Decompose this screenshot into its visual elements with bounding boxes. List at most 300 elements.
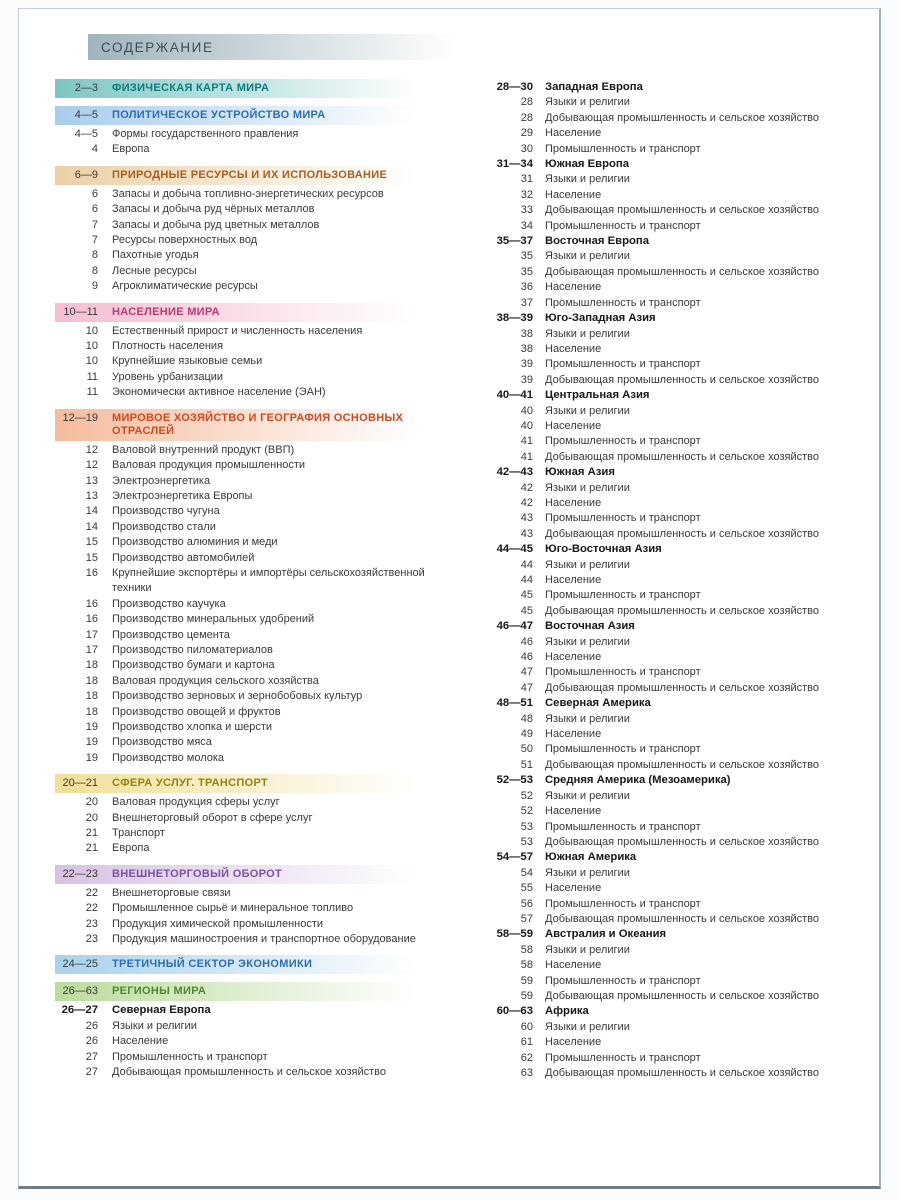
toc-entry [55,218,467,233]
toc-entry [55,720,467,735]
entry-title: Промышленность и транспорт [545,358,701,371]
toc-entry [55,886,467,901]
entry-page: 21 [85,827,98,840]
toc-entry [55,1034,467,1049]
entry-title: Добывающая промышленность и сельское хозяйство [545,265,820,278]
section-title: ТРЕТИЧНЫЙ СЕКТОР ЭКОНОМИКИ [112,958,313,971]
toc-entry [55,385,467,400]
toc-entry [487,974,877,989]
toc-entry [55,1065,467,1080]
entry-page: 12 [85,443,98,456]
section-band [55,303,467,322]
toc-entry [487,1066,877,1081]
toc-entry [487,219,877,234]
entry-title: Промышленность и транспорт [545,219,701,232]
entry-page: 58 [520,943,533,956]
entry-page: 46—47 [496,620,533,633]
entry-title: Производство зерновых и зернобобовых культур [112,690,363,703]
toc-columns [55,79,879,1081]
entry-title: Население [545,959,602,972]
entry-page: 4—5 [74,128,98,140]
entry-page: 23 [85,933,98,946]
entry-title: Валовой внутренний продукт (ВВП) [112,443,295,456]
entry-page: 26 [85,1035,98,1048]
entry-title: Население [545,651,602,664]
page-title: СОДЕРЖАНИЕ [101,39,214,55]
entry-title: Промышленность и транспорт [545,142,701,155]
toc-entry [487,1020,877,1035]
section-band [55,166,467,185]
section-band [55,774,467,793]
entry-page: 19 [85,721,98,733]
entry-title: Население [545,805,602,818]
entry-title: Северная Европа [112,1004,211,1017]
entry-page: 10 [85,355,98,368]
toc-entry [487,881,877,896]
section-band [55,982,467,1001]
toc-region-entry [487,465,877,480]
toc-region-entry [487,927,877,942]
toc-entry [487,404,877,419]
entry-title: Продукция химической промышленности [112,917,324,930]
entry-page: 43 [520,527,533,540]
toc-entry [487,450,877,465]
toc-entry [487,635,877,650]
entry-page: 40 [520,419,533,432]
section-band [55,409,467,441]
entry-title: Крупнейшие экспортёры и импортёры сельскохозяйственной техники [112,566,425,595]
toc-entry [487,897,877,912]
toc-entry [487,1035,877,1050]
entry-title: Добывающая промышленность и сельское хозяйство [545,1067,820,1079]
entry-title: Население [112,1035,169,1048]
entry-title: Промышленность и транспорт [545,897,701,910]
entry-page: 60—63 [496,1005,533,1018]
entry-page: 52 [520,805,533,818]
toc-entry [487,835,877,850]
entry-page: 38 [520,342,533,355]
entry-title: Европа [112,842,150,855]
toc-entry [487,742,877,757]
entry-page: 18 [85,674,98,687]
toc-entry [55,597,467,612]
toc-entry [55,324,467,339]
entry-page: 61 [520,1036,533,1049]
entry-page: 54 [520,866,533,879]
toc-entry [487,249,877,264]
entry-page: 13 [85,474,98,487]
entry-title: Промышленность и транспорт [545,589,701,602]
entry-page: 40 [520,404,533,417]
entry-title: Языки и религии [545,789,630,802]
entry-page: 14 [85,505,98,518]
entry-title: Внешнеторговый оборот в сфере услуг [112,811,313,824]
entry-page: 12 [85,459,98,472]
toc-section [55,955,467,974]
toc-entry [55,751,467,766]
toc-entry [55,504,467,519]
entry-page: 26—27 [61,1004,98,1017]
entry-page: 41 [520,450,533,463]
entry-title: Языки и религии [545,250,630,263]
toc-entry [487,789,877,804]
entry-page: 59 [520,974,533,987]
entry-page: 17 [85,643,98,656]
toc-section [55,865,467,948]
entry-page: 21 [85,842,98,855]
toc-entry [487,866,877,881]
toc-entry [487,804,877,819]
toc-entry [487,912,877,927]
toc-entry [487,727,877,742]
entry-title: Южная Европа [545,158,630,171]
entry-page: 16 [85,597,98,610]
entry-title: Электроэнергетика Европы [112,489,253,502]
entry-title: Добывающая промышленность и сельское хозяйство [112,1066,387,1079]
entry-page: 58 [520,959,533,972]
toc-right-column [487,79,877,1081]
entry-page: 35—37 [496,235,533,248]
entry-title: Население [545,496,602,509]
entry-page: 18 [85,690,98,703]
entry-title: Производство мяса [112,736,212,749]
entry-page: 52 [520,789,533,802]
toc-entry [55,142,467,157]
entry-page: 32 [520,188,533,201]
entry-title: Запасы и добыча руд цветных металлов [112,218,320,231]
toc-entry [55,917,467,932]
toc-entry [487,527,877,542]
entry-page: 6 [91,187,98,200]
entry-title: Производство алюминия и меди [112,536,278,549]
entry-page: 58—59 [496,928,533,941]
entry-page: 35 [520,265,533,278]
toc-entry [55,795,467,810]
toc-entry [55,187,467,202]
entry-title: Восточная Азия [545,620,635,633]
entry-page: 27 [85,1066,98,1079]
entry-page: 49 [520,728,533,741]
entry-page: 10 [85,324,98,337]
toc-region-entry [487,850,877,865]
entry-page: 40—41 [496,389,533,402]
section-title: ПОЛИТИЧЕСКОЕ УСТРОЙСТВО МИРА [112,109,326,121]
entry-page: 46 [520,635,533,648]
toc-entry [55,689,467,704]
toc-entry [55,643,467,658]
toc-entry [55,811,467,826]
toc-entry [487,511,877,526]
toc-entry [487,681,877,696]
toc-entry [55,233,467,248]
entry-page: 31—34 [496,158,533,171]
toc-entry [55,1050,467,1065]
toc-entry [487,419,877,434]
toc-entry [487,958,877,973]
entry-title: Африка [545,1005,589,1018]
section-pages: 10—11 [63,305,98,318]
entry-page: 34 [520,219,533,232]
entry-page: 37 [520,296,533,309]
entry-title: Добывающая промышленность и сельское хозяйство [545,835,820,848]
toc-entry [487,943,877,958]
entry-page: 8 [91,264,98,277]
entry-title: Лесные ресурсы [112,264,197,277]
entry-title: Производство хлопка и шерсти [112,721,273,733]
toc-entry [55,901,467,916]
toc-entry [487,172,877,187]
toc-entry [487,481,877,496]
entry-page: 18 [85,705,98,718]
entry-title: Ресурсы поверхностных вод [112,234,258,247]
entry-page: 20 [85,796,98,809]
entry-title: Производство пиломатериалов [112,643,273,656]
entry-title: Языки и религии [545,635,630,648]
entry-page: 60 [520,1020,533,1033]
entry-page: 23 [85,917,98,930]
entry-title: Продукция машиностроения и транспортное оборудование [112,933,416,946]
toc-entry [487,126,877,141]
entry-title: Производство молока [112,751,225,764]
entry-page: 55 [520,882,533,895]
entry-title: Промышленность и транспорт [545,296,701,309]
toc-entry [487,188,877,203]
entry-title: Южная Америка [545,851,637,864]
toc-entry [55,705,467,720]
toc-entry [487,650,877,665]
entry-title: Агроклиматические ресурсы [112,280,258,293]
toc-section [55,166,467,295]
entry-title: Промышленность и транспорт [545,743,701,756]
toc-entry [55,628,467,643]
entry-page: 33 [520,204,533,217]
toc-entry [55,520,467,535]
entry-title: Производство овощей и фруктов [112,705,281,718]
toc-entry [487,758,877,773]
entry-title: Производство каучука [112,597,226,610]
entry-title: Плотность населения [112,340,224,353]
toc-entry [487,265,877,280]
entry-title: Запасы и добыча руд чёрных металлов [112,203,315,216]
entry-page: 11 [86,370,98,383]
toc-entry [487,95,877,110]
entry-title: Австралия и Океания [545,928,667,941]
entry-title: Население [545,188,602,201]
toc-entry [487,296,877,311]
toc-entry [487,357,877,372]
entry-title: Производство минеральных удобрений [112,613,315,626]
toc-region-entry [487,388,877,403]
entry-page: 17 [85,628,98,641]
toc-entry [55,566,467,597]
entry-title: Добывающая промышленность и сельское хозяйство [545,373,820,386]
toc-entry [55,932,467,947]
entry-page: 8 [91,249,98,262]
entry-title: Население [545,1036,602,1049]
entry-title: Добывающая промышленность и сельское хозяйство [545,204,820,217]
entry-title: Промышленное сырьё и минеральное топливо [112,902,354,915]
entry-page: 42—43 [496,466,533,479]
entry-title: Языки и религии [545,404,630,417]
toc-entry [55,458,467,473]
entry-title: Запасы и добыча топливно-энергетических ресурсов [112,187,384,200]
section-band [55,79,467,98]
entry-title: Валовая продукция сельского хозяйства [112,674,319,687]
section-band [55,865,467,884]
entry-title: Языки и религии [545,1020,630,1033]
entry-title: Добывающая промышленность и сельское хозяйство [545,912,820,925]
entry-page: 16 [85,613,98,626]
toc-region-entry [55,1003,467,1018]
entry-title: Языки и религии [112,1019,197,1032]
toc-entry [55,674,467,689]
entry-page: 19 [85,736,98,749]
entry-title: Валовая продукция сферы услуг [112,796,280,809]
entry-page: 62 [520,1051,533,1064]
toc-entry [55,264,467,279]
toc-section [55,303,467,401]
entry-page: 54—57 [496,851,533,864]
toc-region-entry [487,619,877,634]
toc-region-entry [487,773,877,788]
entry-page: 27 [85,1050,98,1063]
toc-entry [55,1019,467,1034]
entry-title: Экономически активное население (ЭАН) [112,386,326,399]
entry-page: 44 [520,574,533,586]
entry-page: 15 [85,551,98,564]
section-pages: 24—25 [62,958,98,971]
entry-title: Производство чугуна [112,505,220,518]
section-band [55,955,467,974]
toc-entry [55,370,467,385]
toc-entry [55,339,467,354]
toc-entry [487,327,877,342]
section-title: РЕГИОНЫ МИРА [112,985,207,998]
entry-page: 30 [520,142,533,155]
toc-entry [487,434,877,449]
entry-page: 6 [91,203,98,216]
toc-entry [55,489,467,504]
entry-title: Производство автомобилей [112,551,255,564]
entry-page: 53 [520,820,533,833]
entry-title: Промышленность и транспорт [545,1051,701,1064]
section-title: СФЕРА УСЛУГ. ТРАНСПОРТ [112,777,268,790]
toc-entry [487,989,877,1004]
entry-page: 13 [85,489,98,502]
section-pages: 22—23 [62,867,98,880]
toc-section [55,409,467,767]
entry-page: 28 [520,111,533,124]
entry-page: 42 [520,496,533,509]
entry-title: Крупнейшие языковые семьи [112,355,263,368]
entry-page: 15 [85,536,98,549]
entry-page: 46 [520,651,533,664]
entry-title: Языки и религии [545,943,630,956]
entry-page: 43 [520,512,533,525]
entry-title: Языки и религии [545,712,630,725]
toc-entry [487,342,877,357]
toc-entry [55,474,467,489]
entry-title: Население [545,574,602,586]
toc-entry [487,142,877,157]
toc-section [55,982,467,1080]
entry-page: 18 [85,659,98,672]
toc-entry [487,588,877,603]
entry-title: Население [545,281,602,294]
entry-page: 4 [91,143,98,156]
entry-title: Пахотные угодья [112,249,199,262]
toc-entry [487,280,877,295]
toc-region-entry [487,696,877,711]
entry-page: 7 [91,218,98,231]
toc-entry [487,712,877,727]
entry-page: 44—45 [496,543,533,556]
entry-page: 29 [520,127,533,140]
entry-title: Население [545,882,602,895]
entry-title: Население [545,127,602,140]
entry-page: 22 [85,886,98,899]
section-band [55,106,467,125]
entry-page: 41 [520,435,533,448]
entry-page: 45 [520,604,533,617]
entry-title: Производство цемента [112,628,230,641]
entry-page: 19 [85,751,98,764]
entry-page: 16 [85,566,98,579]
section-pages: 2—3 [74,82,98,94]
section-title: ПРИРОДНЫЕ РЕСУРСЫ И ИХ ИСПОЛЬЗОВАНИЕ [112,168,388,181]
entry-title: Промышленность и транспорт [545,666,701,679]
entry-title: Юго-Восточная Азия [545,543,662,556]
entry-title: Добывающая промышленность и сельское хозяйство [545,450,820,463]
toc-entry [487,573,877,588]
entry-title: Языки и религии [545,173,630,186]
toc-entry [55,202,467,217]
entry-page: 56 [520,897,533,910]
toc-entry [55,612,467,627]
entry-page: 9 [91,280,98,293]
toc-entry [55,658,467,673]
entry-title: Внешнеторговые связи [112,886,231,899]
entry-page: 11 [86,386,98,399]
entry-title: Восточная Европа [545,235,649,248]
entry-title: Добывающая промышленность и сельское хозяйство [545,758,820,771]
entry-page: 44 [520,558,533,571]
entry-title: Производство бумаги и картона [112,659,275,672]
toc-entry [487,203,877,218]
entry-title: Формы государственного правления [112,128,299,140]
toc-left-column [55,79,467,1081]
entry-page: 28 [520,96,533,109]
entry-title: Население [545,342,602,355]
section-title: ФИЗИЧЕСКАЯ КАРТА МИРА [112,82,270,94]
toc-entry [487,373,877,388]
entry-title: Промышленность и транспорт [112,1050,268,1063]
toc-entry [55,841,467,856]
entry-title: Валовая продукция промышленности [112,459,306,472]
entry-title: Промышленность и транспорт [545,512,701,525]
toc-section [55,79,467,98]
entry-page: 10 [85,340,98,353]
section-pages: 12—19 [62,411,98,424]
atlas-contents-page [18,8,881,1189]
entry-page: 63 [520,1067,533,1079]
toc-entry [487,111,877,126]
entry-page: 38 [520,327,533,340]
entry-title: Промышленность и транспорт [545,435,701,448]
entry-title: Производство стали [112,520,216,533]
entry-title: Транспорт [112,827,165,840]
entry-title: Европа [112,143,150,156]
